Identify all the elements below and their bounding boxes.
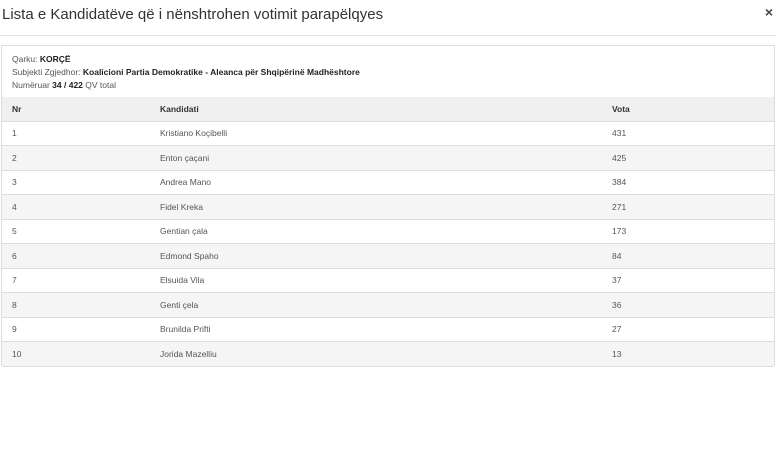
numeruar-suffix: QV total xyxy=(85,80,116,90)
table-row xyxy=(2,342,774,367)
cell-nr: 10 xyxy=(2,342,150,367)
subjekti-label: Subjekti Zgjedhor: xyxy=(12,67,81,77)
cell-vota: 431 xyxy=(602,121,774,146)
cell-vota: 84 xyxy=(602,244,774,269)
table-row xyxy=(2,146,774,171)
cell-vota: 27 xyxy=(602,317,774,342)
cell-kandidati: Enton çaçani xyxy=(150,146,602,171)
table-row xyxy=(2,244,774,269)
header-nr[interactable]: Nr xyxy=(2,97,150,121)
table-row xyxy=(2,121,774,146)
table-row xyxy=(2,195,774,220)
cell-kandidati: Fidel Kreka xyxy=(150,195,602,220)
table-row xyxy=(2,268,774,293)
cell-kandidati: Jorida Mazelliu xyxy=(150,342,602,367)
header-kandidati[interactable]: Kandidati xyxy=(150,97,602,121)
cell-nr: 6 xyxy=(2,244,150,269)
cell-vota: 173 xyxy=(602,219,774,244)
close-icon[interactable]: × xyxy=(764,4,773,20)
qarku-label: Qarku: xyxy=(12,54,38,64)
cell-nr: 3 xyxy=(2,170,150,195)
cell-kandidati: Kristiano Koçibelli xyxy=(150,121,602,146)
candidates-table xyxy=(2,97,774,367)
results-panel xyxy=(1,45,775,366)
cell-nr: 4 xyxy=(2,195,150,220)
numeruar-row xyxy=(12,79,360,92)
table-row xyxy=(2,317,774,342)
cell-kandidati: Andrea Mano xyxy=(150,170,602,195)
cell-vota: 36 xyxy=(602,293,774,318)
modal-title: Lista e Kandidatëve që i nënshtrohen votimit parapëlqyes xyxy=(2,6,384,23)
numeruar-label: Numëruar xyxy=(12,80,50,90)
cell-vota: 13 xyxy=(602,342,774,367)
numeruar-value: 34 / 422 xyxy=(52,80,83,90)
cell-vota: 425 xyxy=(602,146,774,171)
cell-vota: 37 xyxy=(602,268,774,293)
cell-kandidati: Gentian çala xyxy=(150,219,602,244)
table-row xyxy=(2,170,774,195)
table-row xyxy=(2,219,774,244)
cell-nr: 9 xyxy=(2,317,150,342)
subjekti-row xyxy=(12,66,360,79)
table-row xyxy=(2,293,774,318)
cell-nr: 5 xyxy=(2,219,150,244)
qarku-value: KORÇË xyxy=(39,54,71,64)
header-vota[interactable]: Vota xyxy=(602,97,774,121)
subjekti-value: Koalicioni Partia Demokratike - Aleanca për Shqipërinë Madhështore xyxy=(82,67,360,77)
cell-nr: 1 xyxy=(2,121,150,146)
info-block xyxy=(12,53,360,92)
cell-kandidati: Brunilda Prifti xyxy=(150,317,602,342)
cell-vota: 271 xyxy=(602,195,774,220)
table-header-row xyxy=(2,97,774,121)
cell-nr: 7 xyxy=(2,268,150,293)
cell-vota: 384 xyxy=(602,170,774,195)
modal-header xyxy=(0,0,776,36)
cell-nr: 2 xyxy=(2,146,150,171)
cell-kandidati: Elsuida Vila xyxy=(150,268,602,293)
cell-kandidati: Edmond Spaho xyxy=(150,244,602,269)
cell-nr: 8 xyxy=(2,293,150,318)
cell-kandidati: Genti çela xyxy=(150,293,602,318)
qarku-row xyxy=(12,53,360,66)
